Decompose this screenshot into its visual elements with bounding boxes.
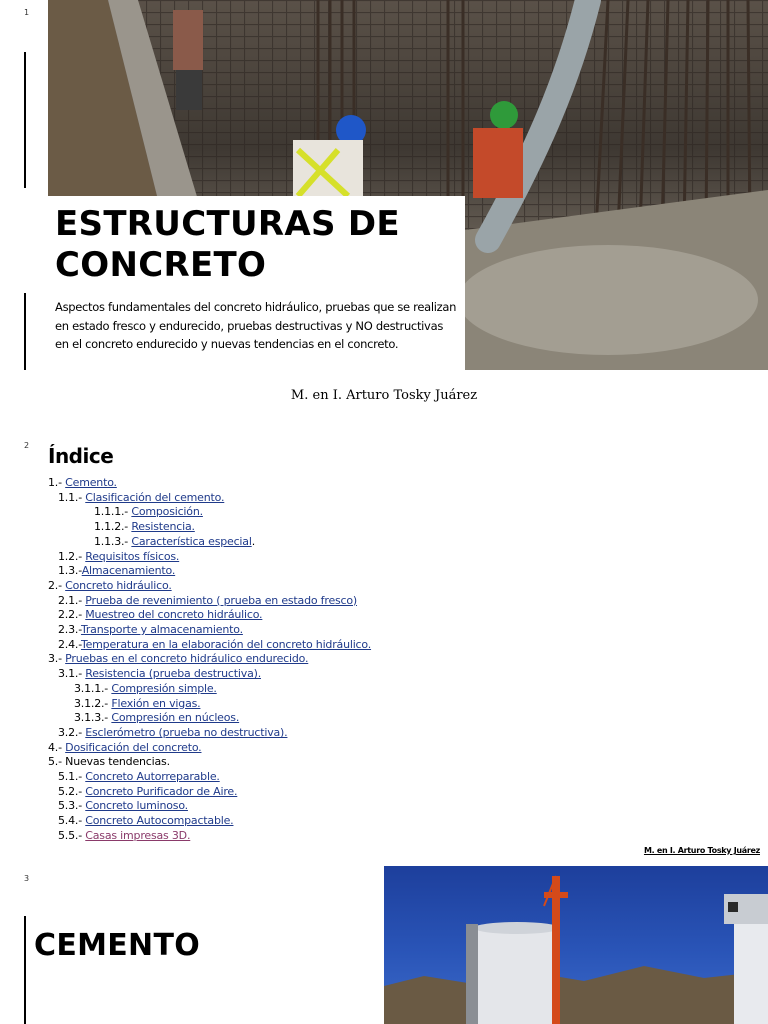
toc-number: 3.1.1.- [74, 681, 112, 695]
toc-number: 1.- [48, 476, 66, 489]
toc-item [48, 652, 748, 667]
slide-2 [0, 428, 768, 860]
toc-item [48, 814, 748, 829]
index-title: Índice [48, 444, 114, 468]
title-line-2: CONCRETO [55, 245, 267, 285]
toc-number: 5.- [48, 755, 66, 769]
slide-accent-bar [24, 916, 26, 1024]
toc-link[interactable]: Prueba de revenimiento ( prueba en estado fresco) [85, 593, 358, 607]
toc-number: 1.2.- [58, 549, 86, 563]
toc-number: 3.1.- [58, 667, 86, 681]
toc-link[interactable]: Concreto hidráulico. [65, 578, 172, 592]
toc-item [48, 755, 748, 770]
toc-number: 2.- [48, 578, 66, 592]
toc-item [48, 594, 748, 609]
toc-item [48, 770, 748, 785]
toc-item [48, 785, 748, 800]
toc-link[interactable]: Resistencia (prueba destructiva). [85, 667, 261, 681]
slide-subtitle: Aspectos fundamentales del concreto hidráulico, pruebas que se realizan en estado fresco y endurecido, pruebas destructivas y NO destructivas en el concreto endurecido y nuevas tendencias en el concreto. [55, 300, 457, 351]
toc-number: 2.4.- [58, 637, 81, 651]
toc-item [48, 667, 748, 682]
toc-link[interactable]: Esclerómetro (prueba no destructiva). [85, 725, 288, 739]
slide-title [55, 204, 458, 286]
toc-link[interactable]: Concreto luminoso. [85, 799, 188, 813]
toc-link[interactable]: Resistencia. [131, 520, 195, 534]
toc-item [48, 608, 748, 623]
toc-link[interactable]: Concreto Autocompactable. [85, 814, 234, 828]
toc-link[interactable]: Almacenamiento. [81, 564, 176, 578]
toc-number: 4.- [48, 740, 66, 754]
page-number: 3 [24, 874, 30, 883]
toc-link[interactable]: Casas impresas 3D. [85, 828, 191, 842]
toc-link[interactable]: Característica especial [131, 534, 252, 548]
toc-link[interactable]: Muestreo del concreto hidráulico. [85, 608, 263, 622]
toc-link[interactable]: Flexión en vigas. [111, 696, 201, 710]
toc-number: 1.1.2.- [94, 520, 132, 534]
toc-suffix: . [251, 534, 255, 548]
toc-number: 5.2.- [58, 784, 86, 798]
toc-item [48, 623, 748, 638]
toc-number: 3.1.2.- [74, 696, 112, 710]
title-line-1: ESTRUCTURAS DE [55, 204, 400, 244]
toc-item [48, 682, 748, 697]
toc-link[interactable]: Cemento. [65, 476, 117, 489]
toc-number: 1.1.1.- [94, 505, 132, 519]
toc-number: 3.1.3.- [74, 711, 112, 725]
toc-item [48, 726, 748, 741]
toc-number: 2.2.- [58, 608, 86, 622]
toc-item [48, 638, 748, 653]
toc-link[interactable]: Concreto Purificador de Aire. [85, 784, 238, 798]
page-number: 1 [24, 8, 30, 17]
slide-accent-bar [24, 52, 26, 188]
cement-silos-image [384, 866, 768, 1024]
toc-item [48, 711, 748, 726]
toc-item [48, 799, 748, 814]
toc-item [48, 505, 748, 520]
toc-item [48, 741, 748, 756]
toc-number: 1.3.- [58, 564, 82, 578]
author-name: M. en I. Arturo Tosky Juárez [290, 388, 478, 403]
slide-1 [0, 0, 768, 420]
toc-link[interactable]: Transporte y almacenamiento. [80, 623, 243, 637]
toc-link[interactable]: Requisitos físicos. [85, 549, 180, 563]
toc-link[interactable]: Compresión en núcleos. [111, 711, 240, 725]
subtitle-accent-bar [24, 293, 26, 370]
cement-title: CEMENTO [34, 928, 201, 963]
table-of-contents [48, 476, 748, 844]
toc-item [48, 491, 748, 506]
toc-item [48, 520, 748, 535]
toc-number: 3.2.- [58, 725, 86, 739]
footer-author: M. en I. Arturo Tosky Juárez [643, 846, 760, 855]
toc-link[interactable]: Clasificación del cemento. [85, 490, 225, 504]
toc-number: 2.1.- [58, 593, 86, 607]
toc-item [48, 476, 748, 491]
toc-item [48, 564, 748, 579]
page-number: 2 [24, 441, 30, 450]
title-panel [48, 196, 465, 370]
toc-link[interactable]: Concreto Autorreparable. [85, 770, 220, 784]
toc-number: 1.1.3.- [94, 534, 132, 548]
toc-number: 1.1.- [58, 490, 86, 504]
toc-number: 5.5.- [58, 828, 86, 842]
toc-item [48, 550, 748, 565]
toc-number: 5.1.- [58, 770, 86, 784]
toc-number: 2.3.- [58, 623, 81, 637]
toc-label: Nuevas tendencias. [65, 755, 170, 769]
toc-item [48, 829, 748, 844]
cement-plant-photo [384, 866, 768, 1024]
toc-item [48, 535, 748, 550]
slide-3 [0, 866, 768, 1024]
toc-number: 5.3.- [58, 799, 86, 813]
toc-link[interactable]: Pruebas en el concreto hidráulico endurecido. [65, 652, 309, 666]
toc-number: 3.- [48, 652, 66, 666]
toc-item [48, 697, 748, 712]
toc-link[interactable]: Temperatura en la elaboración del concreto hidráulico. [80, 637, 372, 651]
toc-link[interactable]: Composición. [131, 505, 203, 519]
toc-item [48, 579, 748, 594]
toc-link[interactable]: Compresión simple. [111, 681, 217, 695]
toc-link[interactable]: Dosificación del concreto. [65, 740, 202, 754]
toc-number: 5.4.- [58, 814, 86, 828]
